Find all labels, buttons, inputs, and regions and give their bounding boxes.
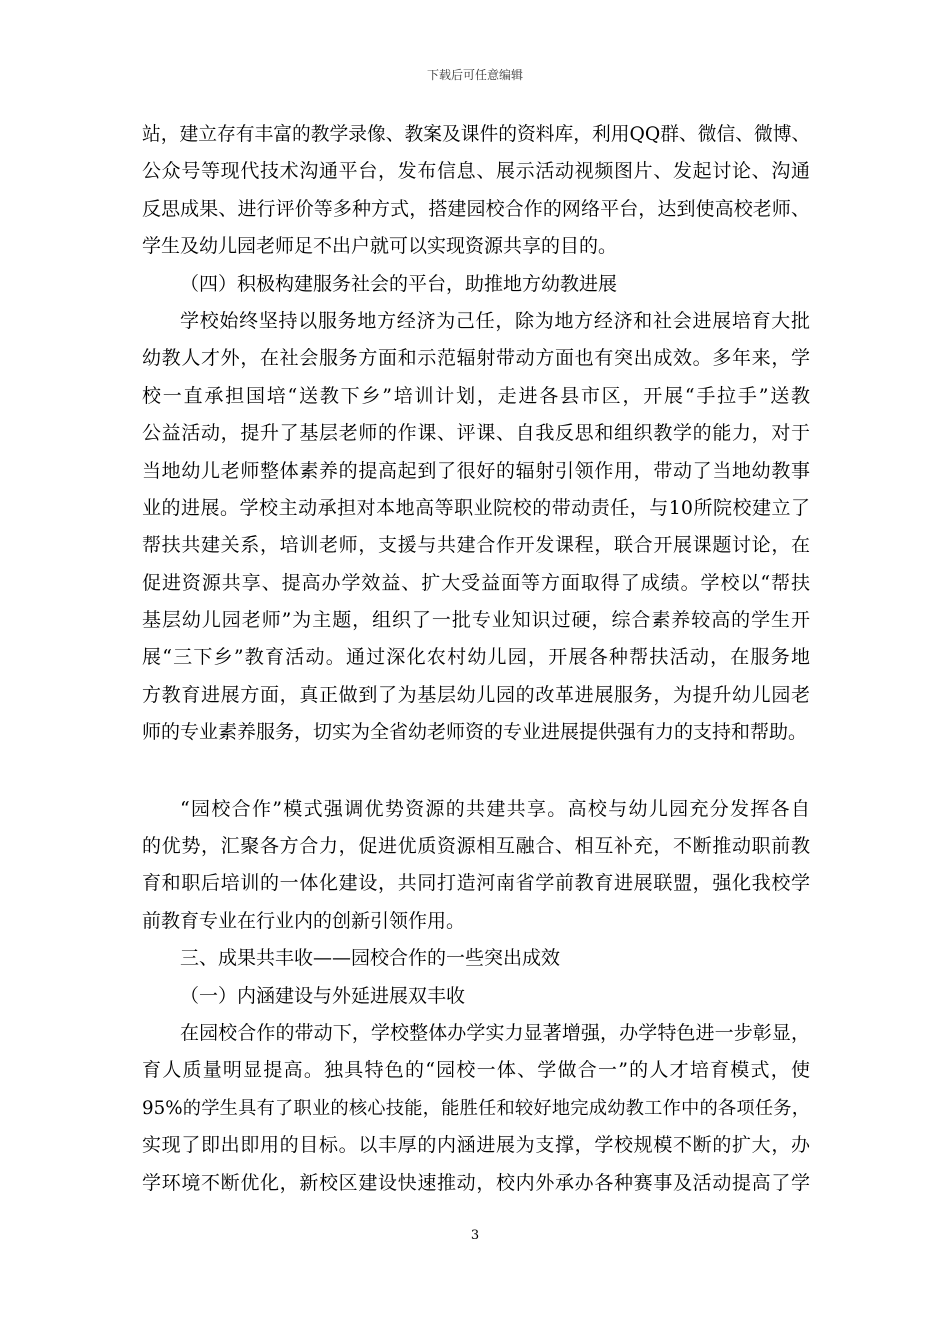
heading-text: （四）积极构建服务社会的平台，助推地方幼教进展 (180, 272, 618, 295)
paragraph (142, 1015, 810, 1202)
text-line: 展“三下乡”教育活动。通过深化农村幼儿园，开展各种帮扶活动，在服务地 (142, 646, 810, 669)
paragraph (142, 303, 810, 752)
text-line: 育人质量明显提高。独具特色的“园校一体、学做合一”的人才培育模式，使 (142, 1059, 810, 1082)
section-subheading (142, 978, 810, 1015)
heading-text: 三、成果共丰收——园校合作的一些突出成效 (180, 947, 561, 970)
text-line: 育和职后培训的一体化建设，共同打造河南省学前教育进展联盟，强化我校学 (142, 872, 810, 895)
text-line: 学生及幼儿园老师足不出户就可以实现资源共享的目的。 (142, 235, 618, 258)
text-line: 幼教人才外，在社会服务方面和示范辐射带动方面也有突出成效。多年来，学 (142, 347, 810, 370)
text-line: 校一直承担国培“送教下乡”培训计划，走进各县市区，开展“手拉手”送教 (142, 384, 810, 407)
text-line: 反思成果、进行评价等多种方式，搭建园校合作的网络平台，达到使高校老师、 (142, 197, 810, 220)
text-line: 当地幼儿老师整体素养的提高起到了很好的辐射引领作用，带动了当地幼教事 (142, 459, 810, 482)
page-number: 3 (470, 1228, 480, 1243)
section-heading (142, 266, 810, 303)
text-line: 帮扶共建关系，培训老师，支援与共建合作开发课程，联合开展课题讨论，在 (142, 534, 810, 557)
text-line: 方教育进展方面，真正做到了为基层幼儿园的改革进展服务，为提升幼儿园老 (142, 683, 810, 706)
page-header: 下载后可任意编辑 (426, 68, 523, 82)
text-line: 95%的学生具有了职业的核心技能，能胜任和较好地完成幼教工作中的各项任务， (142, 1097, 810, 1119)
document-body (142, 116, 810, 1202)
text-line: 师的专业素养服务，切实为全省幼老师资的专业进展提供强有力的支持和帮助。 (142, 721, 808, 744)
text-line: 公众号等现代技术沟通平台，发布信息、展示活动视频图片、发起讨论、沟通 (142, 160, 810, 183)
text-line: 前教育专业在行业内的创新引领作用。 (142, 909, 466, 932)
section-heading (142, 940, 810, 977)
paragraph (142, 116, 810, 266)
text-line: 学校始终坚持以服务地方经济为己任，除为地方经济和社会进展培育大批 (180, 309, 810, 332)
text-line: 公益活动，提升了基层老师的作课、评课、自我反思和组织教学的能力，对于 (142, 422, 810, 445)
text-line: 基层幼儿园老师”为主题，组织了一批专业知识过硬，综合素养较高的学生开 (142, 609, 810, 632)
text-line: 站，建立存有丰富的教学录像、教案及课件的资料库，利用QQ群、微信、微博、 (142, 124, 811, 145)
text-line: 学环境不断优化，新校区建设快速推动，校内外承办各种赛事及活动提高了学 (142, 1171, 810, 1194)
text-line: 促进资源共享、提高办学效益、扩大受益面等方面取得了成绩。学校以“帮扶 (142, 571, 810, 594)
text-line: 在园校合作的带动下，学校整体办学实力显著增强，办学特色进一步彰显， (180, 1021, 810, 1044)
subheading-text: （一）内涵建设与外延进展双丰收 (180, 984, 466, 1007)
paragraph (142, 791, 810, 941)
text-line: 的优势，汇聚各方合力，促进优质资源相互融合、相互补充，不断推动职前教 (142, 835, 810, 858)
text-line: “园校合作”模式强调优势资源的共建共享。高校与幼儿园充分发挥各自 (180, 797, 810, 820)
blank-line (142, 752, 810, 791)
text-line: 业的进展。学校主动承担对本地高等职业院校的带动责任，与10所院校建立了 (142, 496, 810, 519)
text-line: 实现了即出即用的目标。以丰厚的内涵进展为支撑，学校规模不断的扩大，办 (142, 1134, 810, 1157)
